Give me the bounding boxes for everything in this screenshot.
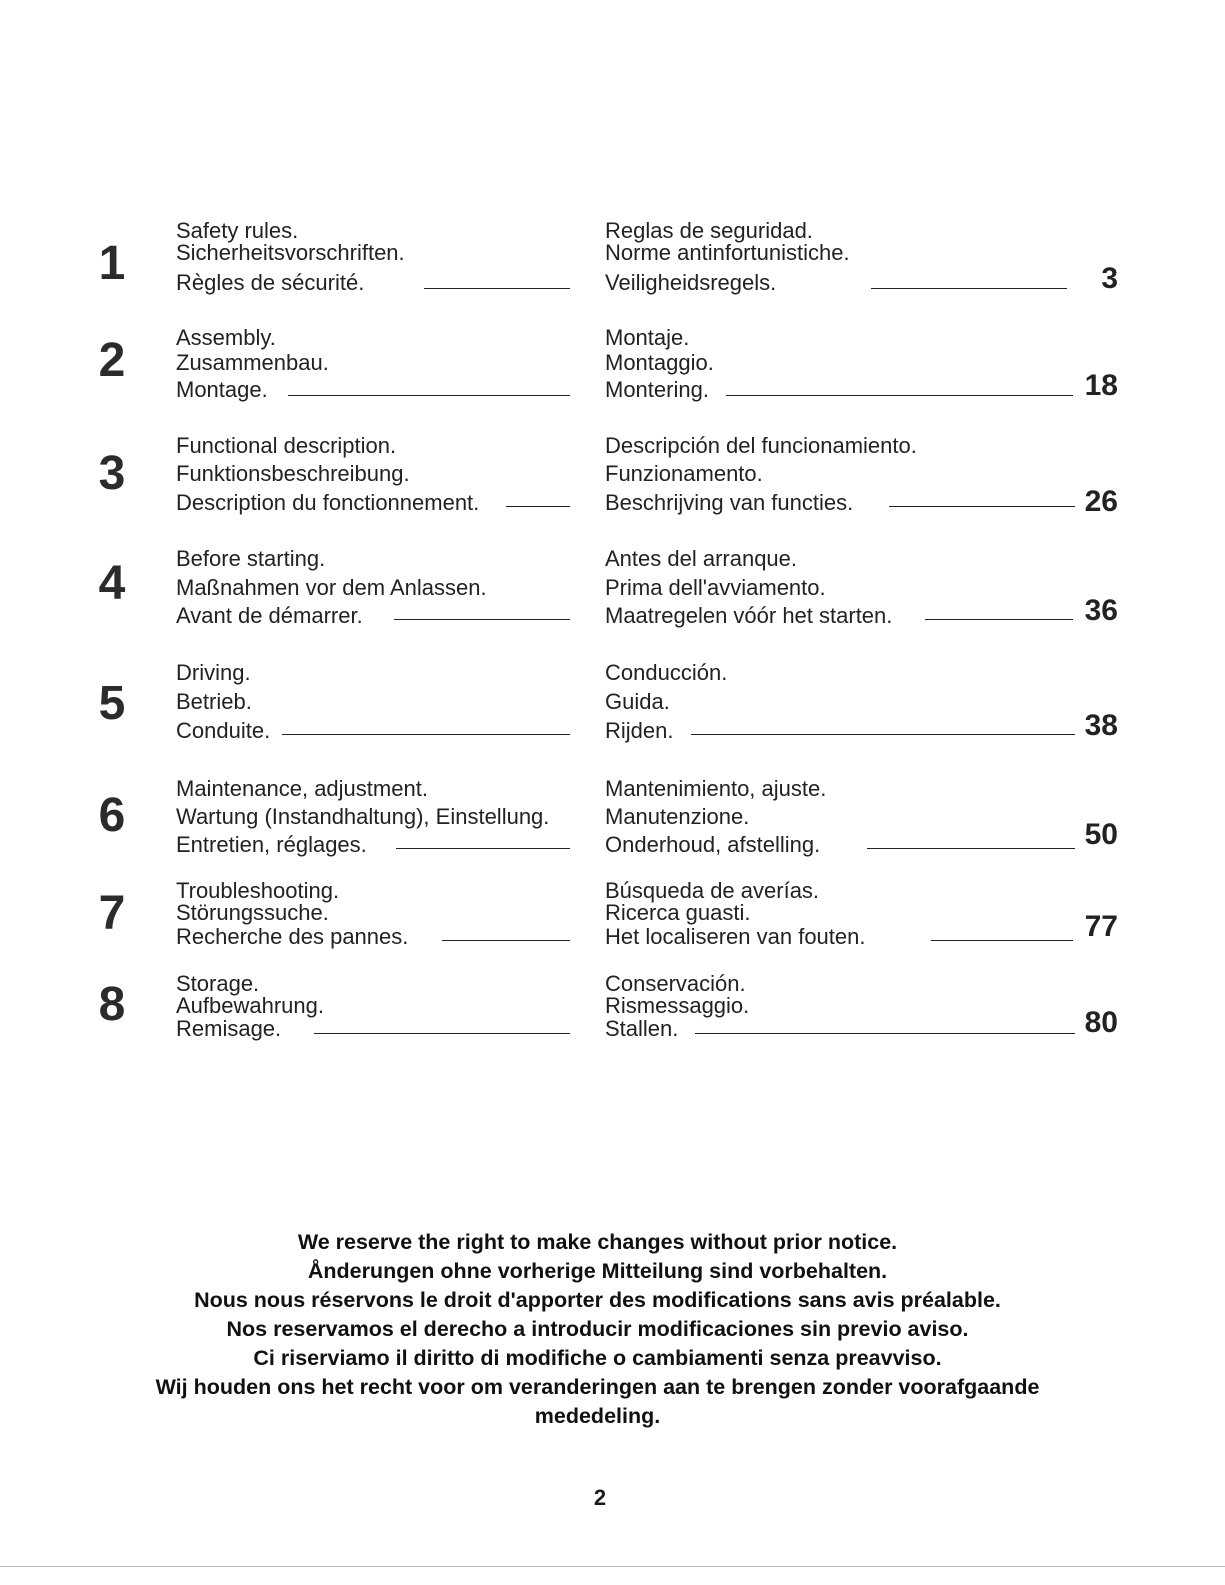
disclaimer-line: We reserve the right to make changes without prior notice. [297,1230,898,1254]
toc-entry: Mantenimiento, ajuste. [605,776,827,801]
disclaimer-line: Ci riserviamo il diritto di modifiche o cambiamenti senza preavviso. [253,1346,942,1370]
dot-leader [424,288,570,289]
toc-entry: Recherche des pannes. [176,924,409,949]
disclaimer-line: Wij houden ons het recht voor om veranderingen aan te brengen zonder voorafgaande [155,1375,1040,1399]
disclaimer [60,1228,1135,1431]
dot-leader [889,506,1075,507]
toc-entry: Functional description. [176,433,397,458]
toc-entry: Sicherheitsvorschriften. [176,240,405,265]
toc-entry: Störungssuche. [176,900,329,925]
dot-leader [314,1033,570,1034]
toc-entry: Norme antinfortunistiche. [605,240,850,265]
toc-entry: Manutenzione. [605,804,750,829]
toc-entry: Conducción. [605,660,728,685]
dot-leader [691,734,1075,735]
toc-entry: Montering. [605,377,709,402]
toc-entry: Maatregelen vóór het starten. [605,603,893,628]
toc-entry: Montaje. [605,325,690,350]
toc-entry: Before starting. [176,546,326,571]
section-number: 3 [98,447,126,500]
bottom-rule [0,1566,1225,1567]
toc-entry: Guida. [605,689,670,714]
toc-entry: Zusammenbau. [176,350,329,375]
dot-leader [871,288,1067,289]
dot-leader [931,940,1073,941]
dot-leader [282,734,570,735]
toc-entry: Maßnahmen vor dem Anlassen. [176,575,487,600]
dot-leader [288,395,570,396]
toc-entry: Het localiseren van fouten. [605,924,866,949]
page-reference: 18 [1084,369,1118,402]
toc-entry: Montage. [176,377,268,402]
toc-entry: Storage. [176,971,260,996]
toc-entry: Assembly. [176,325,276,350]
dot-leader [396,848,570,849]
section-number: 8 [98,978,126,1031]
toc-entry: Entretien, réglages. [176,832,367,857]
section-number: 6 [98,789,126,842]
toc-entry: Conduite. [176,718,271,743]
section-number: 1 [98,237,126,290]
disclaimer-line: mededeling. [534,1404,661,1428]
toc-entry: Driving. [176,660,251,685]
section-number: 4 [98,557,126,610]
toc-entry: Avant de démarrer. [176,603,363,628]
page-reference: 26 [1084,485,1118,518]
toc-entry: Stallen. [605,1016,679,1041]
page-reference: 80 [1084,1006,1118,1039]
toc-entry: Règles de sécurité. [176,270,365,295]
page-reference: 50 [1084,818,1118,851]
dot-leader [695,1033,1075,1034]
toc-entry: Beschrijving van functies. [605,490,854,515]
toc-entry: Descripción del funcionamiento. [605,433,917,458]
toc-entry: Montaggio. [605,350,714,375]
toc-entry: Conservación. [605,971,746,996]
page-reference: 38 [1084,709,1118,742]
section-number: 2 [98,334,126,387]
toc-entry: Aufbewahrung. [176,993,324,1018]
toc-entry: Remisage. [176,1016,282,1041]
toc-entry: Onderhoud, afstelling. [605,832,821,857]
toc-entry: Prima dell'avviamento. [605,575,826,600]
toc-entry: Troubleshooting. [176,878,340,903]
toc-entry: Betrieb. [176,689,252,714]
toc-entry: Veiligheidsregels. [605,270,777,295]
disclaimer-line: Nos reservamos el derecho a introducir modificaciones sin previo aviso. [226,1317,969,1341]
disclaimer-line: Nous nous réservons le droit d'apporter des modifications sans avis préalable. [194,1288,1001,1312]
page-reference: 36 [1084,594,1118,627]
toc-entry: Ricerca guasti. [605,900,751,925]
page-reference: 77 [1084,910,1118,943]
section-number: 7 [98,887,126,940]
toc-entry: Antes del arranque. [605,546,798,571]
dot-leader [867,848,1075,849]
toc-entry: Funktionsbeschreibung. [176,461,410,486]
page-number: 2 [593,1485,607,1510]
section-number: 5 [98,677,126,730]
dot-leader [726,395,1073,396]
toc-entry: Rismessaggio. [605,993,750,1018]
toc-entry: Description du fonctionnement. [176,490,480,515]
toc-entry: Wartung (Instandhaltung), Einstellung. [176,804,550,829]
toc-entry: Reglas de seguridad. [605,218,813,243]
toc-entry: Funzionamento. [605,461,763,486]
page-reference: 3 [1101,262,1118,295]
dot-leader [506,506,570,507]
dot-leader [394,619,570,620]
toc-entry: Safety rules. [176,218,299,243]
toc-entry: Maintenance, adjustment. [176,776,428,801]
toc-entry: Búsqueda de averías. [605,878,820,903]
disclaimer-line: Ånderungen ohne vorherige Mitteilung sind vorbehalten. [307,1259,888,1283]
dot-leader [925,619,1073,620]
toc-entry: Rijden. [605,718,674,743]
dot-leader [442,940,570,941]
